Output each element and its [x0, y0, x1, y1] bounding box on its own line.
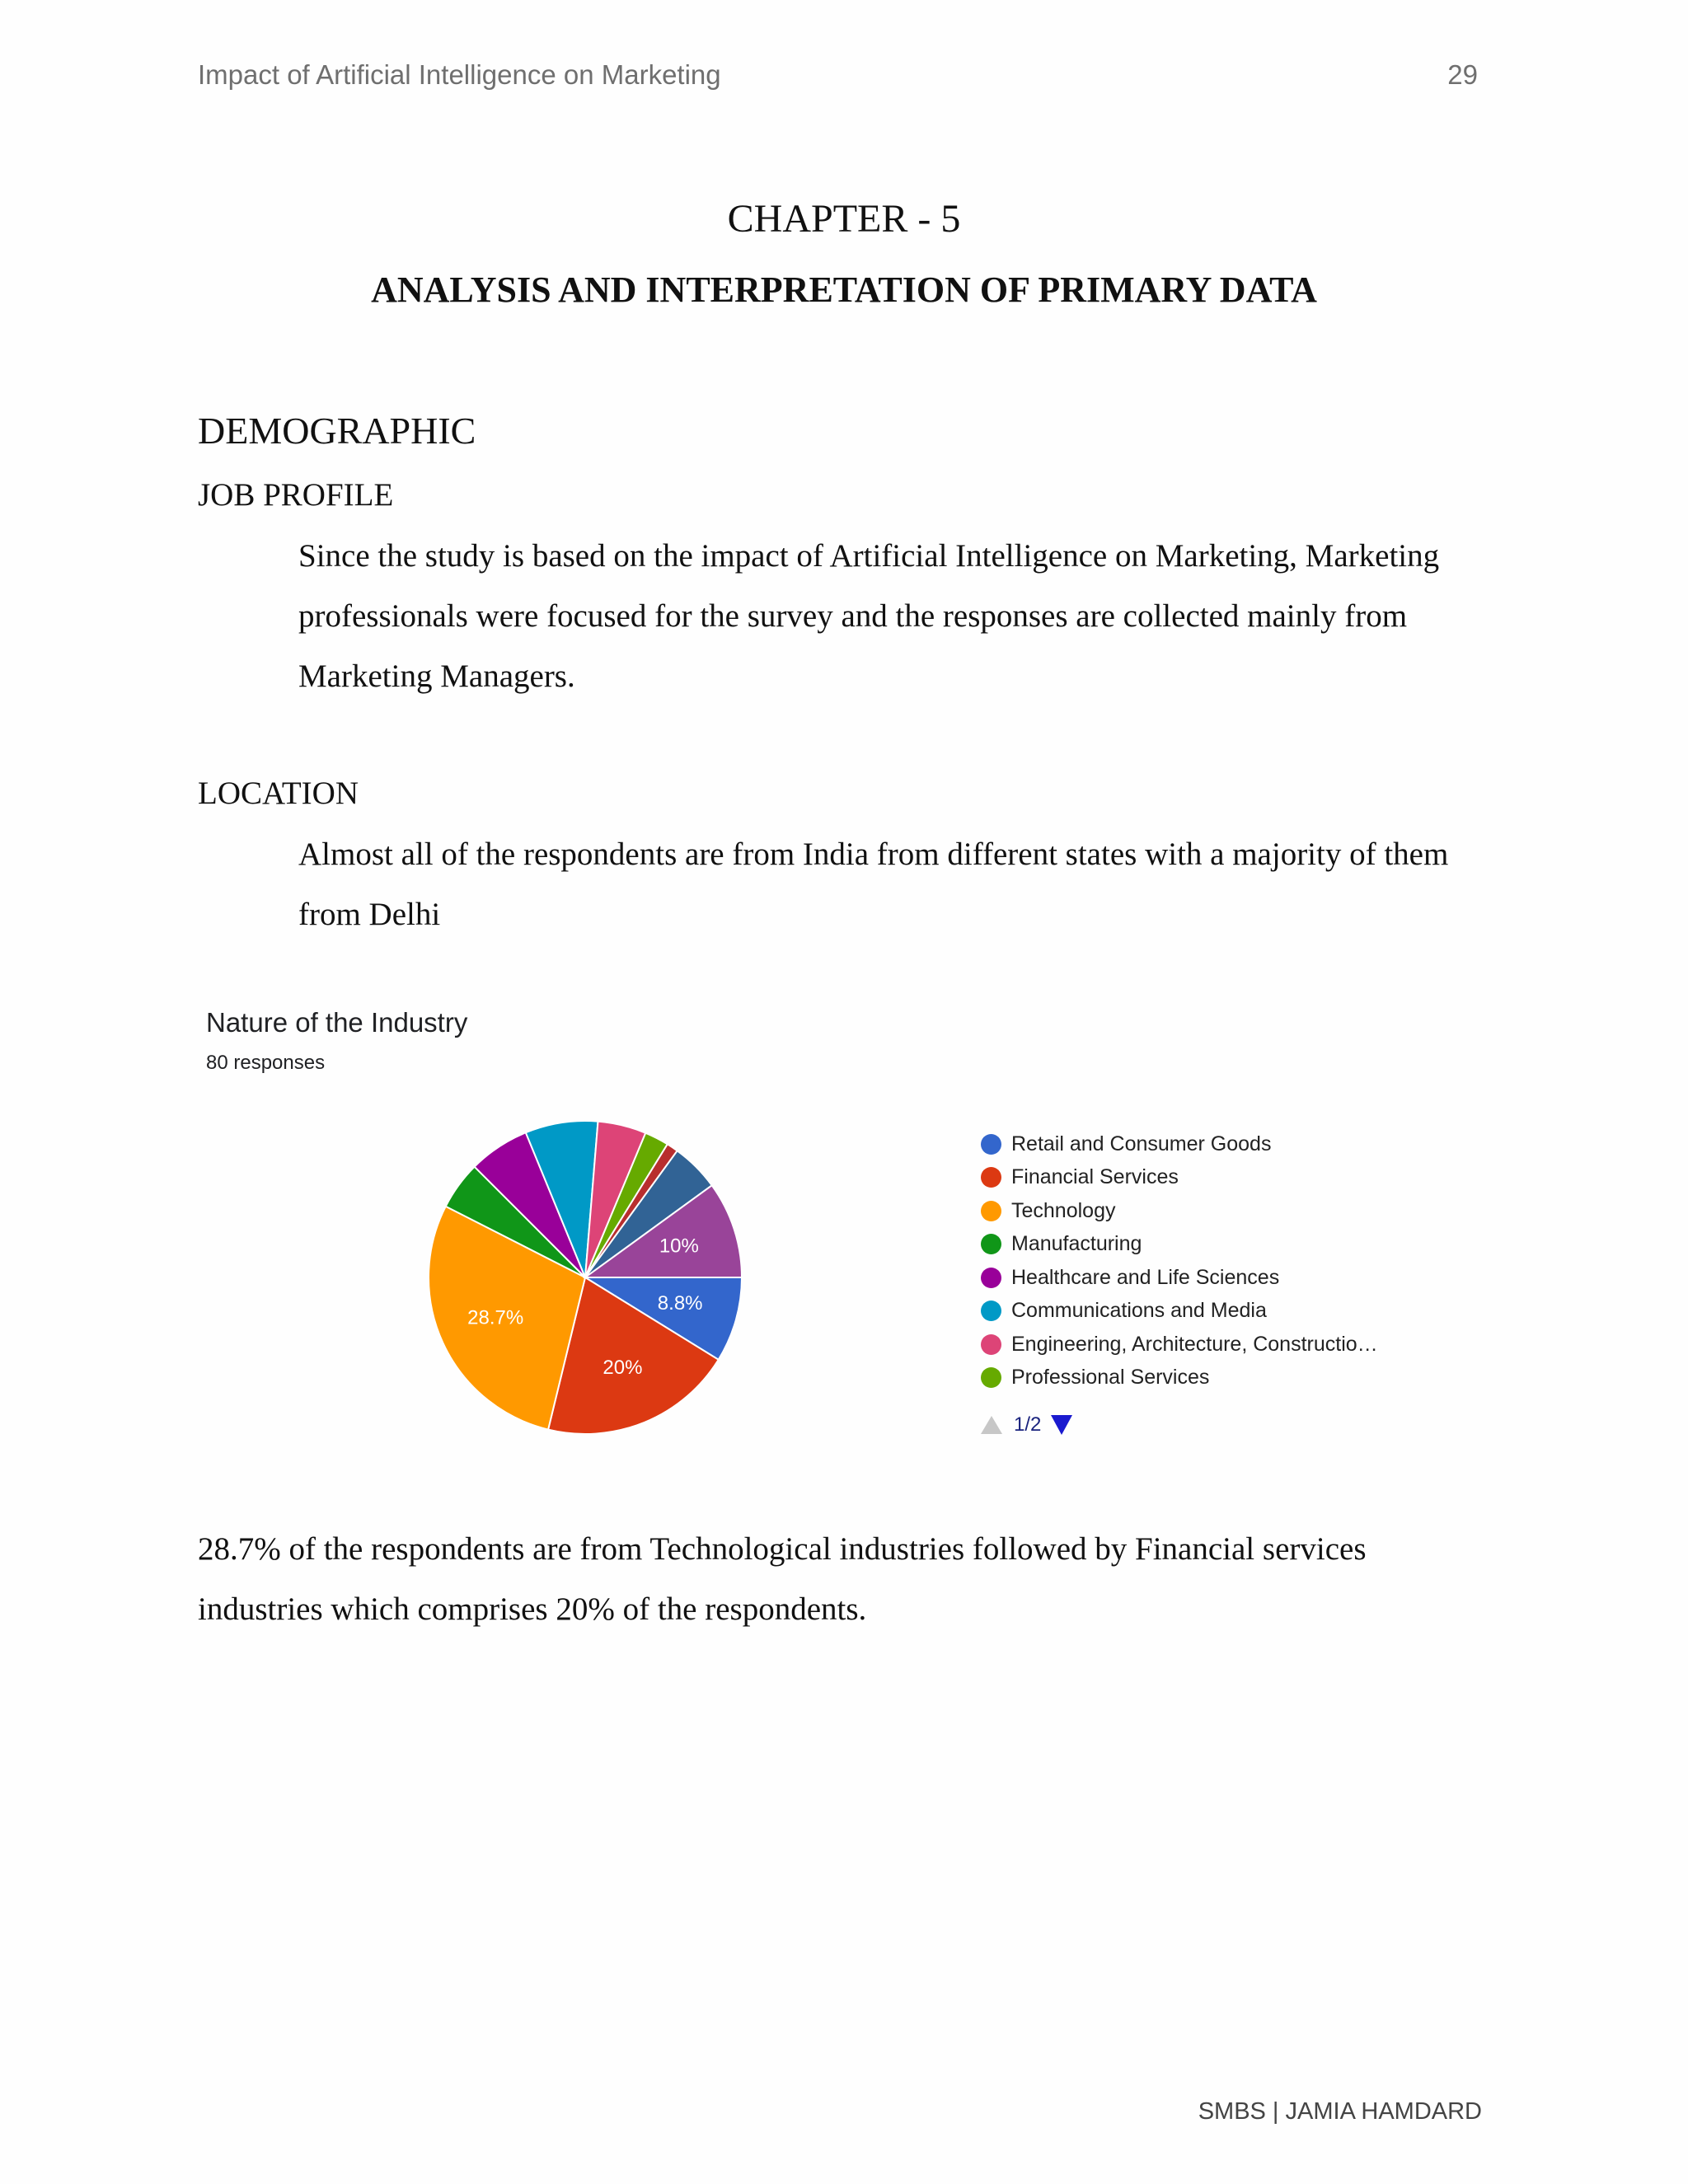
paragraph-line: professionals were focused for the survey and the responses are collected mainly from	[298, 598, 1408, 634]
legend-item	[981, 1361, 1378, 1395]
legend-label: Retail and Consumer Goods	[1011, 1132, 1272, 1155]
paragraph-line: from Delhi	[298, 897, 441, 932]
page-footer: SMBS | JAMIA HAMDARD	[1198, 2098, 1482, 2125]
section-heading-demographic: DEMOGRAPHIC	[198, 410, 476, 452]
legend-item	[981, 1194, 1378, 1228]
subheading-job-profile: JOB PROFILE	[198, 477, 394, 513]
legend-label: Financial Services	[1011, 1165, 1179, 1189]
legend-swatch	[981, 1301, 1001, 1321]
legend-label: Engineering, Architecture, Constructio…	[1011, 1332, 1378, 1356]
legend-label: Healthcare and Life Sciences	[1011, 1265, 1280, 1289]
legend-label: Technology	[1011, 1198, 1116, 1222]
legend-prev-page-icon[interactable]	[981, 1416, 1002, 1434]
paragraph-line: industries which comprises 20% of the respondents.	[198, 1591, 867, 1627]
chapter-number: CHAPTER - 5	[727, 197, 961, 241]
legend-swatch	[981, 1268, 1001, 1288]
pie-chart-card	[198, 989, 1500, 1475]
page-number: 29	[1447, 59, 1478, 90]
legend-item	[981, 1127, 1378, 1161]
legend-pager	[981, 1413, 1072, 1436]
chart-legend	[981, 1127, 1378, 1394]
paragraph-line: Marketing Managers.	[298, 658, 575, 694]
chart-title: Nature of the Industry	[206, 1007, 468, 1038]
legend-label: Communications and Media	[1011, 1299, 1267, 1323]
legend-swatch	[981, 1367, 1001, 1388]
paragraph-line: 28.7% of the respondents are from Technological industries followed by Financial services	[198, 1531, 1367, 1567]
legend-item	[981, 1295, 1378, 1329]
running-header: Impact of Artificial Intelligence on Marketing	[198, 59, 721, 90]
legend-swatch	[981, 1134, 1001, 1155]
conclusion-paragraph	[198, 1519, 1492, 1639]
legend-label: Professional Services	[1011, 1366, 1210, 1390]
legend-page-indicator: 1/2	[1014, 1413, 1042, 1436]
legend-item	[981, 1261, 1378, 1295]
pie-slice-label: 28.7%	[467, 1306, 524, 1329]
legend-swatch	[981, 1167, 1001, 1188]
legend-swatch	[981, 1201, 1001, 1221]
subheading-location: LOCATION	[198, 776, 359, 811]
job-profile-paragraph	[298, 526, 1493, 706]
chapter-title: ANALYSIS AND INTERPRETATION OF PRIMARY DATA	[371, 269, 1317, 310]
paragraph-line: Almost all of the respondents are from India from different states with a majority of them	[298, 837, 1449, 872]
legend-label: Manufacturing	[1011, 1232, 1142, 1256]
paragraph-line: Since the study is based on the impact of Artificial Intelligence on Marketing, Marketing	[298, 538, 1440, 574]
location-paragraph	[298, 824, 1493, 944]
pie-slice-label: 8.8%	[657, 1292, 703, 1315]
legend-swatch	[981, 1234, 1001, 1254]
legend-item	[981, 1228, 1378, 1262]
pie-slice-label: 10%	[659, 1235, 699, 1258]
pie-chart	[420, 1113, 750, 1442]
legend-swatch	[981, 1334, 1001, 1355]
chart-response-count: 80 responses	[206, 1052, 326, 1074]
legend-item	[981, 1161, 1378, 1195]
legend-next-page-icon[interactable]	[1051, 1415, 1072, 1435]
pie-slice-label: 20%	[603, 1357, 643, 1380]
legend-item	[981, 1328, 1378, 1361]
